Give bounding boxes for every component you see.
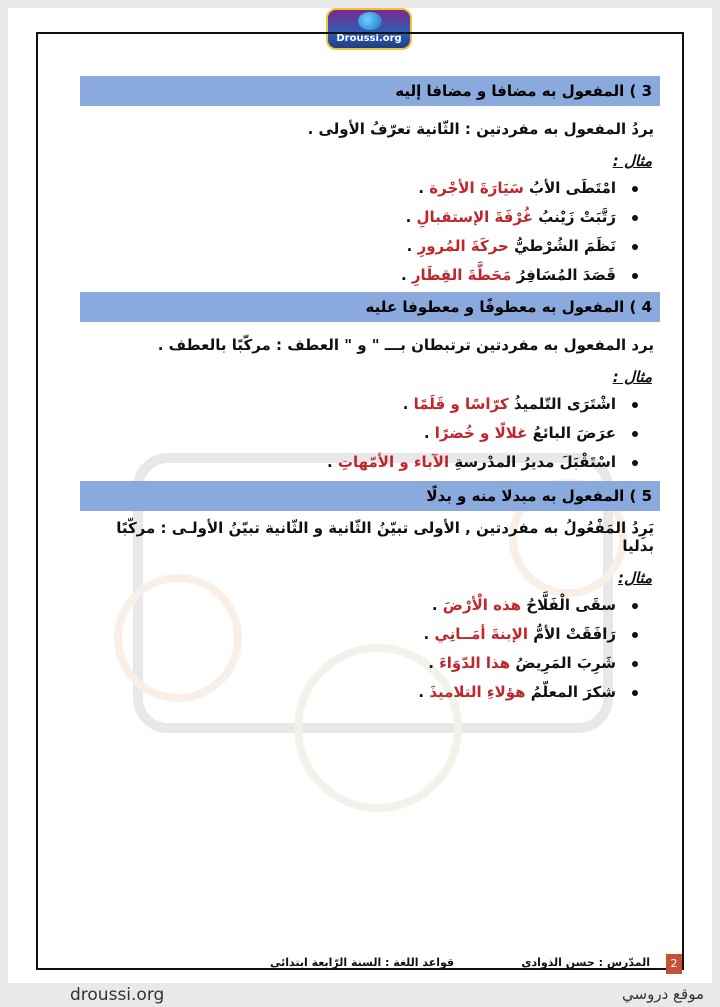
- example-label: مثال:: [617, 569, 652, 587]
- section-rule: يردُ المفعول به مفردتين : الثّانية تعرّفُ الأولى .: [307, 120, 654, 138]
- site-url[interactable]: droussi.org: [70, 985, 165, 1005]
- page-footer: [38, 952, 682, 974]
- section-heading: 5 ) المفعول به مبدلا منه و بدلًا: [80, 481, 660, 511]
- subject-label: قواعد اللغة : السنة الرّابعة ابتدائي: [270, 956, 455, 969]
- lesson-content: [80, 76, 660, 707]
- section-rule: يَرِدُ المَفْعُولُ به مفردتين , الأولى تبيّنُ الثّانية و الثّانية تبيّنُ الأولـى : مركّبًا بدليا: [116, 519, 654, 555]
- example-list: [80, 390, 660, 477]
- section-heading: 3 ) المفعول به مضافا و مضافا إليه: [80, 76, 660, 106]
- example-item: امْتَطَى الأبُ سَيَارَةَ الأجْرة .: [80, 174, 660, 203]
- section-atf: [80, 292, 660, 477]
- site-name: موقع دروسي: [622, 985, 704, 1003]
- example-list: [80, 174, 660, 290]
- example-item: شَرِبَ المَرِيضُ هذا الدّوَاءَ .: [80, 649, 660, 678]
- example-item: قَصَدَ المُسَافِرُ مَحَطَّةَ القِطَارِ .: [80, 261, 660, 290]
- example-item: اسْتَقْبَلَ مديرُ المدْرسةِ الآباء و الأمّهاتِ .: [80, 448, 660, 477]
- example-item: رَافَقَتْ الأمُّ الإبنةَ أمَــانِي .: [80, 620, 660, 649]
- example-item: اشْتَرَى التّلميذُ كرّاسًا و قَلَمًا .: [80, 390, 660, 419]
- example-item: سقَى الْفَلَّاحُ هذه الْأرْضَ .: [80, 591, 660, 620]
- section-rule: يرد المفعول به مفردتين ترتبطان بـــ " و " العطف : مركّبًا بالعطف .: [157, 336, 654, 354]
- document-page: [8, 8, 712, 983]
- section-mudaf: [80, 76, 660, 290]
- page-number: 2: [666, 954, 682, 974]
- section-heading: 4 ) المفعول به معطوفًا و معطوفا عليه: [80, 292, 660, 322]
- example-label: مثال :: [612, 368, 652, 386]
- example-list: [80, 591, 660, 707]
- logo-text: Droussi.org: [336, 33, 402, 44]
- example-item: عرَضَ البائعُ غلالًا و خُضرًا .: [80, 419, 660, 448]
- example-item: رَتَّبَتْ زَيْنبُ غُرْفَةَ الإستقبالِ .: [80, 203, 660, 232]
- globe-icon: [358, 12, 382, 30]
- example-item: نَظَمَ الشُرْطيُّ حركَةَ المُرورِ .: [80, 232, 660, 261]
- example-label: مثال :: [612, 152, 652, 170]
- teacher-name: المدّرس : حسن الذوادي: [521, 956, 650, 969]
- section-badal: [80, 481, 660, 707]
- example-item: شكرَ المعلّمُ هؤلاءِ التلاميذَ .: [80, 678, 660, 707]
